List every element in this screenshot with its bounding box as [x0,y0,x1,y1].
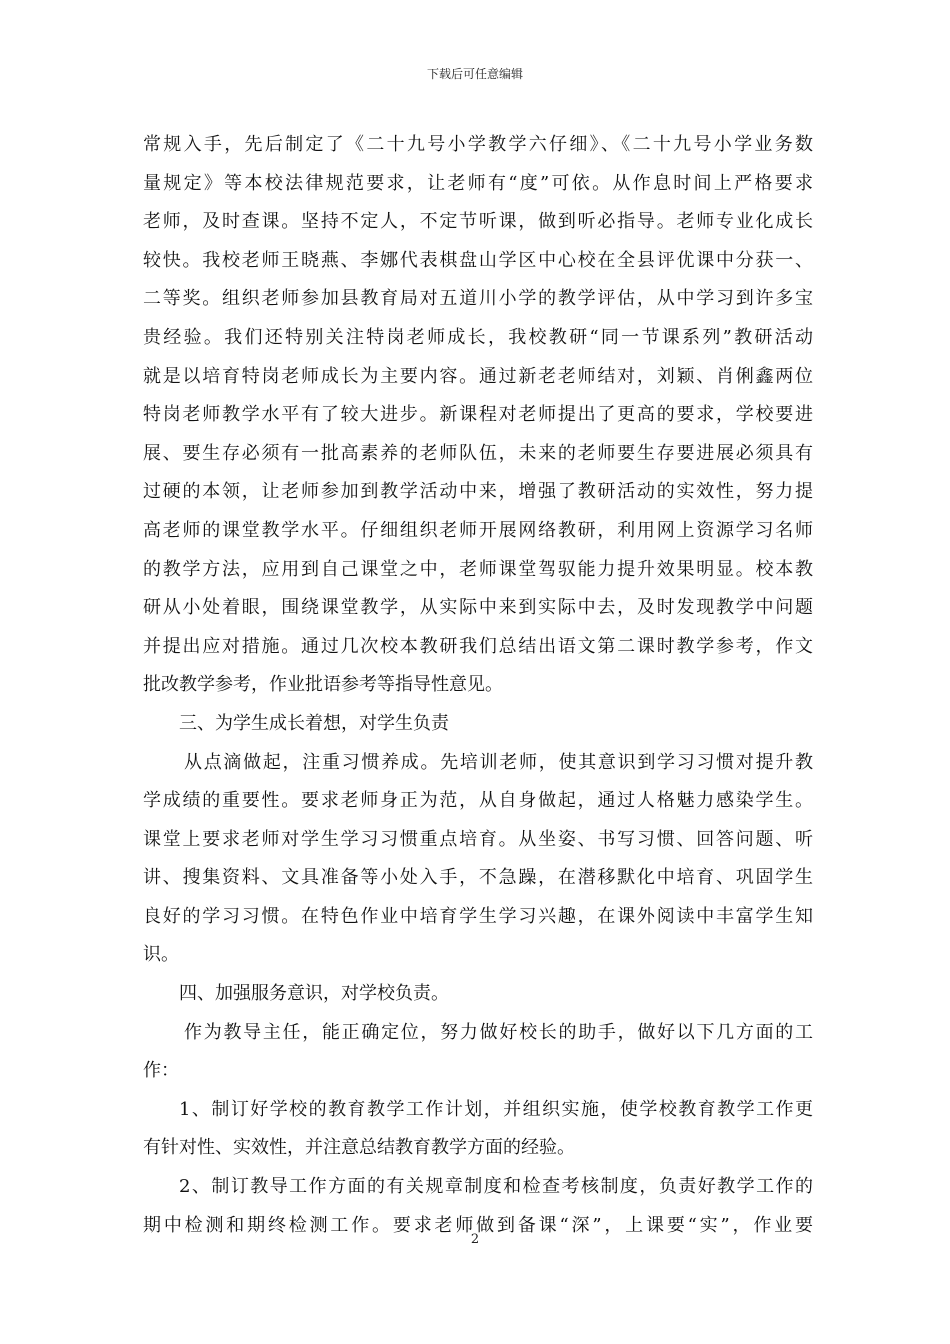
list-item: 2、制订教导工作方面的有关规章制度和检查考核制度，负责好教学工作的 [179,1176,813,1198]
section-heading: 三、为学生成长着想，对学生负责 [179,712,449,734]
text-line: 批改教学参考，作业批语参考等指导性意见。 [143,674,503,696]
text-line: 从点滴做起，注重习惯养成。先培训老师，使其意识到学习习惯对提升教 [184,751,813,773]
page-number: 2 [470,1232,480,1247]
page-header: 下载后可任意编辑 [426,67,523,81]
text-line: 课堂上要求老师对学生学习习惯重点培育。从坐姿、书写习惯、回答问题、听 [143,828,813,850]
text-line: 期中检测和期终检测工作。要求老师做到备课“深”，上课要“实”，作业要 [143,1214,813,1236]
text-line: 较快。我校老师王晓燕、李娜代表棋盘山学区中心校在全县评优课中分获一、 [143,249,813,271]
text-line: 作为教导主任，能正确定位，努力做好校长的助手，做好以下几方面的工 [184,1021,813,1043]
list-item: 1、制订好学校的教育教学工作计划，并组织实施，使学校教育教学工作更 [179,1098,813,1120]
text-line: 贵经验。我们还特别关注特岗老师成长，我校教研“同一节课系列”教研活动 [143,326,813,348]
text-line: 的教学方法，应用到自己课堂之中，老师课堂驾驭能力提升效果明显。校本教 [143,558,813,580]
text-line: 二等奖。组织老师参加县教育局对五道川小学的教学评估，从中学习到许多宝 [143,288,813,310]
text-line: 老师，及时查课。坚持不定人，不定节听课，做到听必指导。老师专业化成长 [143,211,813,233]
text-line: 常规入手，先后制定了《二十九号小学教学六仔细》、《二十九号小学业务数 [143,134,813,155]
text-line: 研从小处着眼，围绕课堂教学，从实际中来到实际中去，及时发现教学中问题 [143,597,813,619]
text-line: 展、要生存必须有一批高素养的老师队伍，未来的老师要生存要进展必须具有 [143,442,813,464]
document-body [143,126,813,1245]
text-line: 并提出应对措施。通过几次校本教研我们总结出语文第二课时教学参考，作文 [143,635,813,657]
text-line: 识。 [143,944,179,966]
text-line: 学成绩的重要性。要求老师身正为范，从自身做起，通过人格魅力感染学生。 [143,790,813,812]
text-line: 高老师的课堂教学水平。仔细组织老师开展网络教研，利用网上资源学习名师 [143,519,813,541]
text-line: 讲、搜集资料、文具准备等小处入手，不急躁，在潜移默化中培育、巩固学生 [143,867,813,889]
text-line: 就是以培育特岗老师成长为主要内容。通过新老老师结对，刘颖、肖俐鑫两位 [143,365,813,387]
text-line: 有针对性、实效性，并注意总结教育教学方面的经验。 [143,1137,575,1159]
text-line: 量规定》等本校法律规范要求，让老师有“度”可依。从作息时间上严格要求 [143,172,813,194]
section-heading: 四、加强服务意识，对学校负责。 [179,983,449,1005]
text-line: 过硬的本领，让老师参加到教学活动中来，增强了教研活动的实效性，努力提 [143,481,813,503]
text-line: 良好的学习习惯。在特色作业中培育学生学习兴趣，在课外阅读中丰富学生知 [143,905,813,927]
text-line: 作： [143,1060,179,1082]
text-line: 特岗老师教学水平有了较大进步。新课程对老师提出了更高的要求，学校要进 [143,404,813,426]
